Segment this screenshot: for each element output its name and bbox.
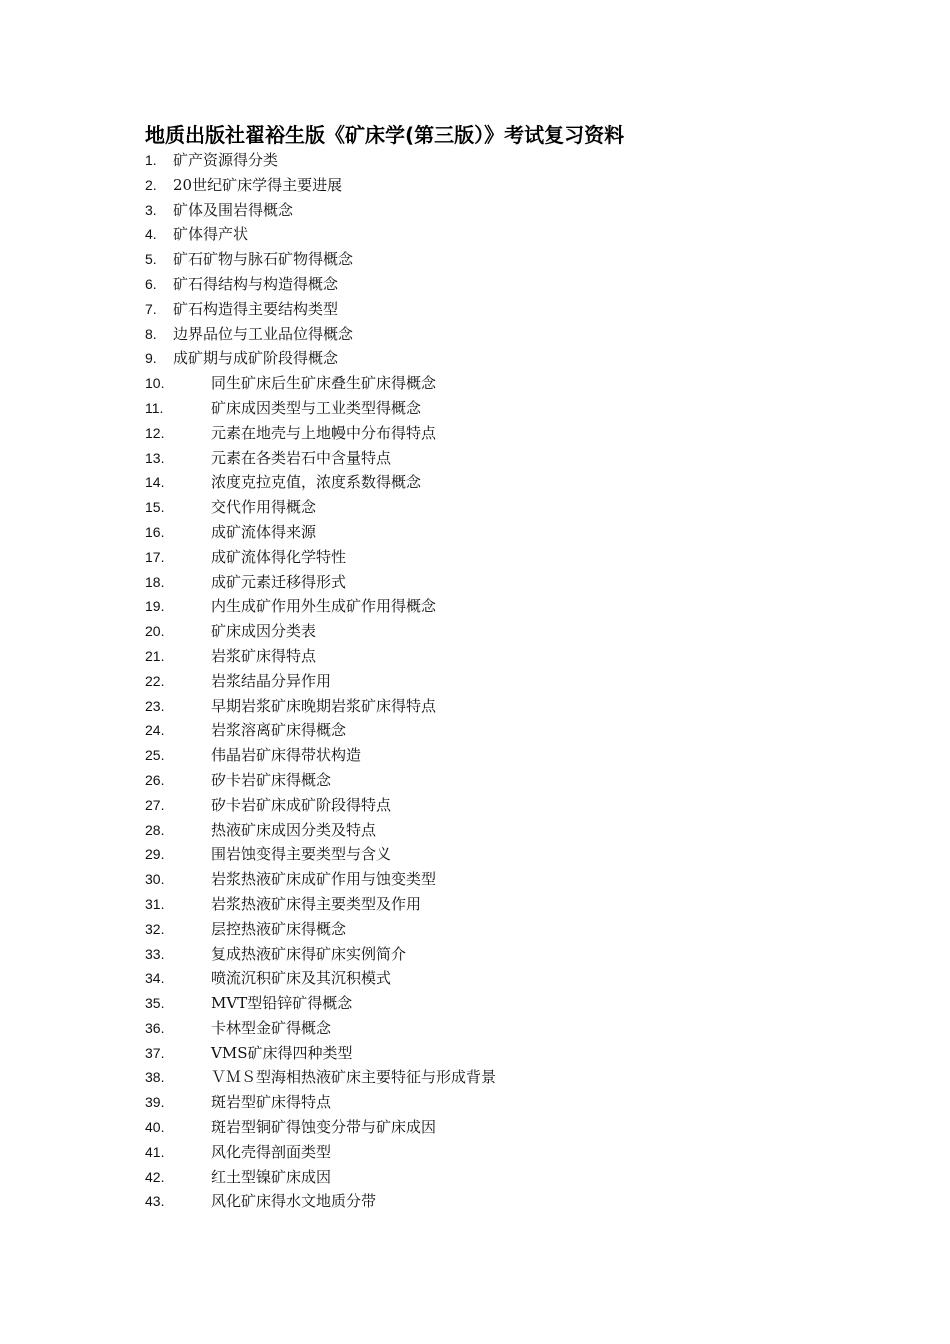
list-item [145,148,279,173]
list-item-text: 边界品位与工业品位得概念 [173,324,354,343]
list-item-number: 21. [145,647,165,664]
list-item-text: 内生成矿作用外生成矿作用得概念 [211,597,437,616]
list-item-number: 14. [145,474,165,491]
list-item-text: 早期岩浆矿床晚期岩浆矿床得特点 [211,696,437,715]
list-item-text: ＶＭＳ型海相热液矿床主要特征与形成背景 [211,1068,497,1087]
list-item-number: 16. [145,523,165,540]
list-item-text: 矿体得产状 [173,225,249,244]
list-item-number: 38. [145,1069,165,1086]
list-item-number: 41. [145,1143,165,1160]
list-item [145,1115,437,1140]
list-item [145,545,347,570]
list-item [145,396,422,421]
list-item-text: 成矿期与成矿阶段得概念 [173,349,339,368]
list-item-text: 岩浆热液矿床得主要类型及作用 [211,894,422,913]
list-item-number: 26. [145,771,165,788]
list-item-text: 矿石得结构与构造得概念 [173,274,339,293]
list-item-text: 20世纪矿床学得主要进展 [173,175,343,194]
list-item-number: 9. [145,350,157,367]
list-item [145,1189,377,1214]
list-item [145,570,347,595]
list-item-number: 27. [145,796,165,813]
list-item [145,1090,332,1115]
list-item-text: 喷流沉积矿床及其沉积模式 [211,969,392,988]
list-item-number: 6. [145,275,157,292]
list-item [145,743,362,768]
list-item-text: 成矿流体得化学特性 [211,547,347,566]
list-item [145,991,353,1016]
list-item-number: 32. [145,920,165,937]
list-item-text: 元素在各类岩石中含量特点 [211,448,392,467]
list-item-number: 17. [145,548,165,565]
list-item-number: 5. [145,251,157,268]
list-item [145,867,437,892]
list-item [145,421,437,446]
list-item-text: 热液矿床成因分类及特点 [211,820,377,839]
list-item-text: 斑岩型矿床得特点 [211,1093,332,1112]
list-item-text: 交代作用得概念 [211,498,317,517]
list-item-text: 矿石矿物与脉石矿物得概念 [173,250,354,269]
list-item [145,942,407,967]
list-item [145,1065,497,1090]
list-item [145,594,437,619]
list-item [145,470,422,495]
list-item [145,247,354,272]
list-item-number: 40. [145,1119,165,1136]
list-item-number: 8. [145,325,157,342]
list-item-text: 岩浆矿床得特点 [211,646,317,665]
list-item [145,669,332,694]
list-item-text: 伟晶岩矿床得带状构造 [211,746,362,765]
list-item-number: 28. [145,821,165,838]
list-item-text: 岩浆溶离矿床得概念 [211,721,347,740]
list-item [145,768,332,793]
list-item-text: 红土型镍矿床成因 [211,1167,332,1186]
list-item-number: 19. [145,598,165,615]
list-item-text: 复成热液矿床得矿床实例简介 [211,944,407,963]
list-item-text: 成矿元素迁移得形式 [211,572,347,591]
list-item-number: 1. [145,152,157,168]
list-item [145,446,392,471]
list-item-number: 10. [145,375,165,392]
list-item [145,322,354,347]
list-item [145,619,317,644]
list-item-text: 层控热液矿床得概念 [211,919,347,938]
list-item [145,818,377,843]
list-item-text: 矽卡岩矿床成矿阶段得特点 [211,795,392,814]
list-item-text: 围岩蚀变得主要类型与含义 [211,845,392,864]
list-item-number: 7. [145,300,157,317]
list-item [145,718,347,743]
list-item [145,272,339,297]
list-item-text: 同生矿床后生矿床叠生矿床得概念 [211,374,437,393]
list-item-number: 25. [145,747,165,764]
list-item [145,1041,353,1066]
list-item-text: 成矿流体得来源 [211,522,317,541]
list-item-number: 39. [145,1094,165,1111]
list-item-text: 元素在地壳与上地幔中分布得特点 [211,423,437,442]
list-item-text: MVT型铅锌矿得概念 [211,994,353,1013]
list-item-number: 13. [145,449,165,466]
list-item [145,1165,332,1190]
list-item [145,966,392,991]
list-item-number: 23. [145,697,165,714]
list-item-number: 15. [145,499,165,516]
list-item-number: 3. [145,201,157,218]
list-item [145,1140,332,1165]
list-item-text: 矿体及围岩得概念 [173,200,294,219]
list-item-number: 35. [145,995,165,1012]
list-item-number: 12. [145,424,165,441]
list-item [145,842,392,867]
list-item-text: 矽卡岩矿床得概念 [211,770,332,789]
list-item [145,644,317,669]
list-item [145,1016,332,1041]
list-item-number: 33. [145,945,165,962]
list-item-text: 斑岩型铜矿得蚀变分带与矿床成因 [211,1118,437,1137]
topic-list [145,148,497,1214]
list-item-text: 矿床成因分类表 [211,622,317,641]
list-item-text: 矿产资源得分类 [173,151,279,169]
document-title: 地质出版社翟裕生版《矿床学(第三版）》考试复习资料 [145,123,625,147]
list-item-number: 34. [145,970,165,987]
list-item [145,198,294,223]
list-item [145,793,392,818]
list-item-text: 卡林型金矿得概念 [211,1018,332,1037]
list-item-number: 31. [145,895,165,912]
list-item-number: 2. [145,176,157,193]
list-item-number: 36. [145,1019,165,1036]
list-item-number: 30. [145,871,165,888]
list-item-number: 42. [145,1168,165,1185]
list-item-number: 20. [145,623,165,640]
list-item-text: 浓度克拉克值，浓度系数得概念 [211,473,422,492]
list-item-number: 29. [145,846,165,863]
list-item [145,173,343,198]
list-item-number: 11. [145,399,164,416]
list-item [145,520,317,545]
list-item-number: 43. [145,1193,165,1210]
list-item-number: 4. [145,226,157,243]
list-item [145,222,249,247]
list-item-text: 岩浆热液矿床成矿作用与蚀变类型 [211,870,437,889]
list-item-text: 矿石构造得主要结构类型 [173,299,339,318]
list-item-number: 24. [145,722,165,739]
list-item [145,346,339,371]
list-item-text: 风化矿床得水文地质分带 [211,1192,377,1211]
list-item [145,297,339,322]
list-item-number: 18. [145,573,165,590]
list-item-text: 风化壳得剖面类型 [211,1142,332,1161]
list-item [145,371,437,396]
list-item [145,917,347,942]
list-item-number: 37. [145,1044,165,1061]
list-item [145,892,422,917]
list-item-text: VMS矿床得四种类型 [211,1043,353,1062]
list-item-text: 岩浆结晶分异作用 [211,671,332,690]
list-item-text: 矿床成因类型与工业类型得概念 [211,398,422,417]
list-item [145,694,437,719]
list-item [145,495,317,520]
list-item-number: 22. [145,672,165,689]
